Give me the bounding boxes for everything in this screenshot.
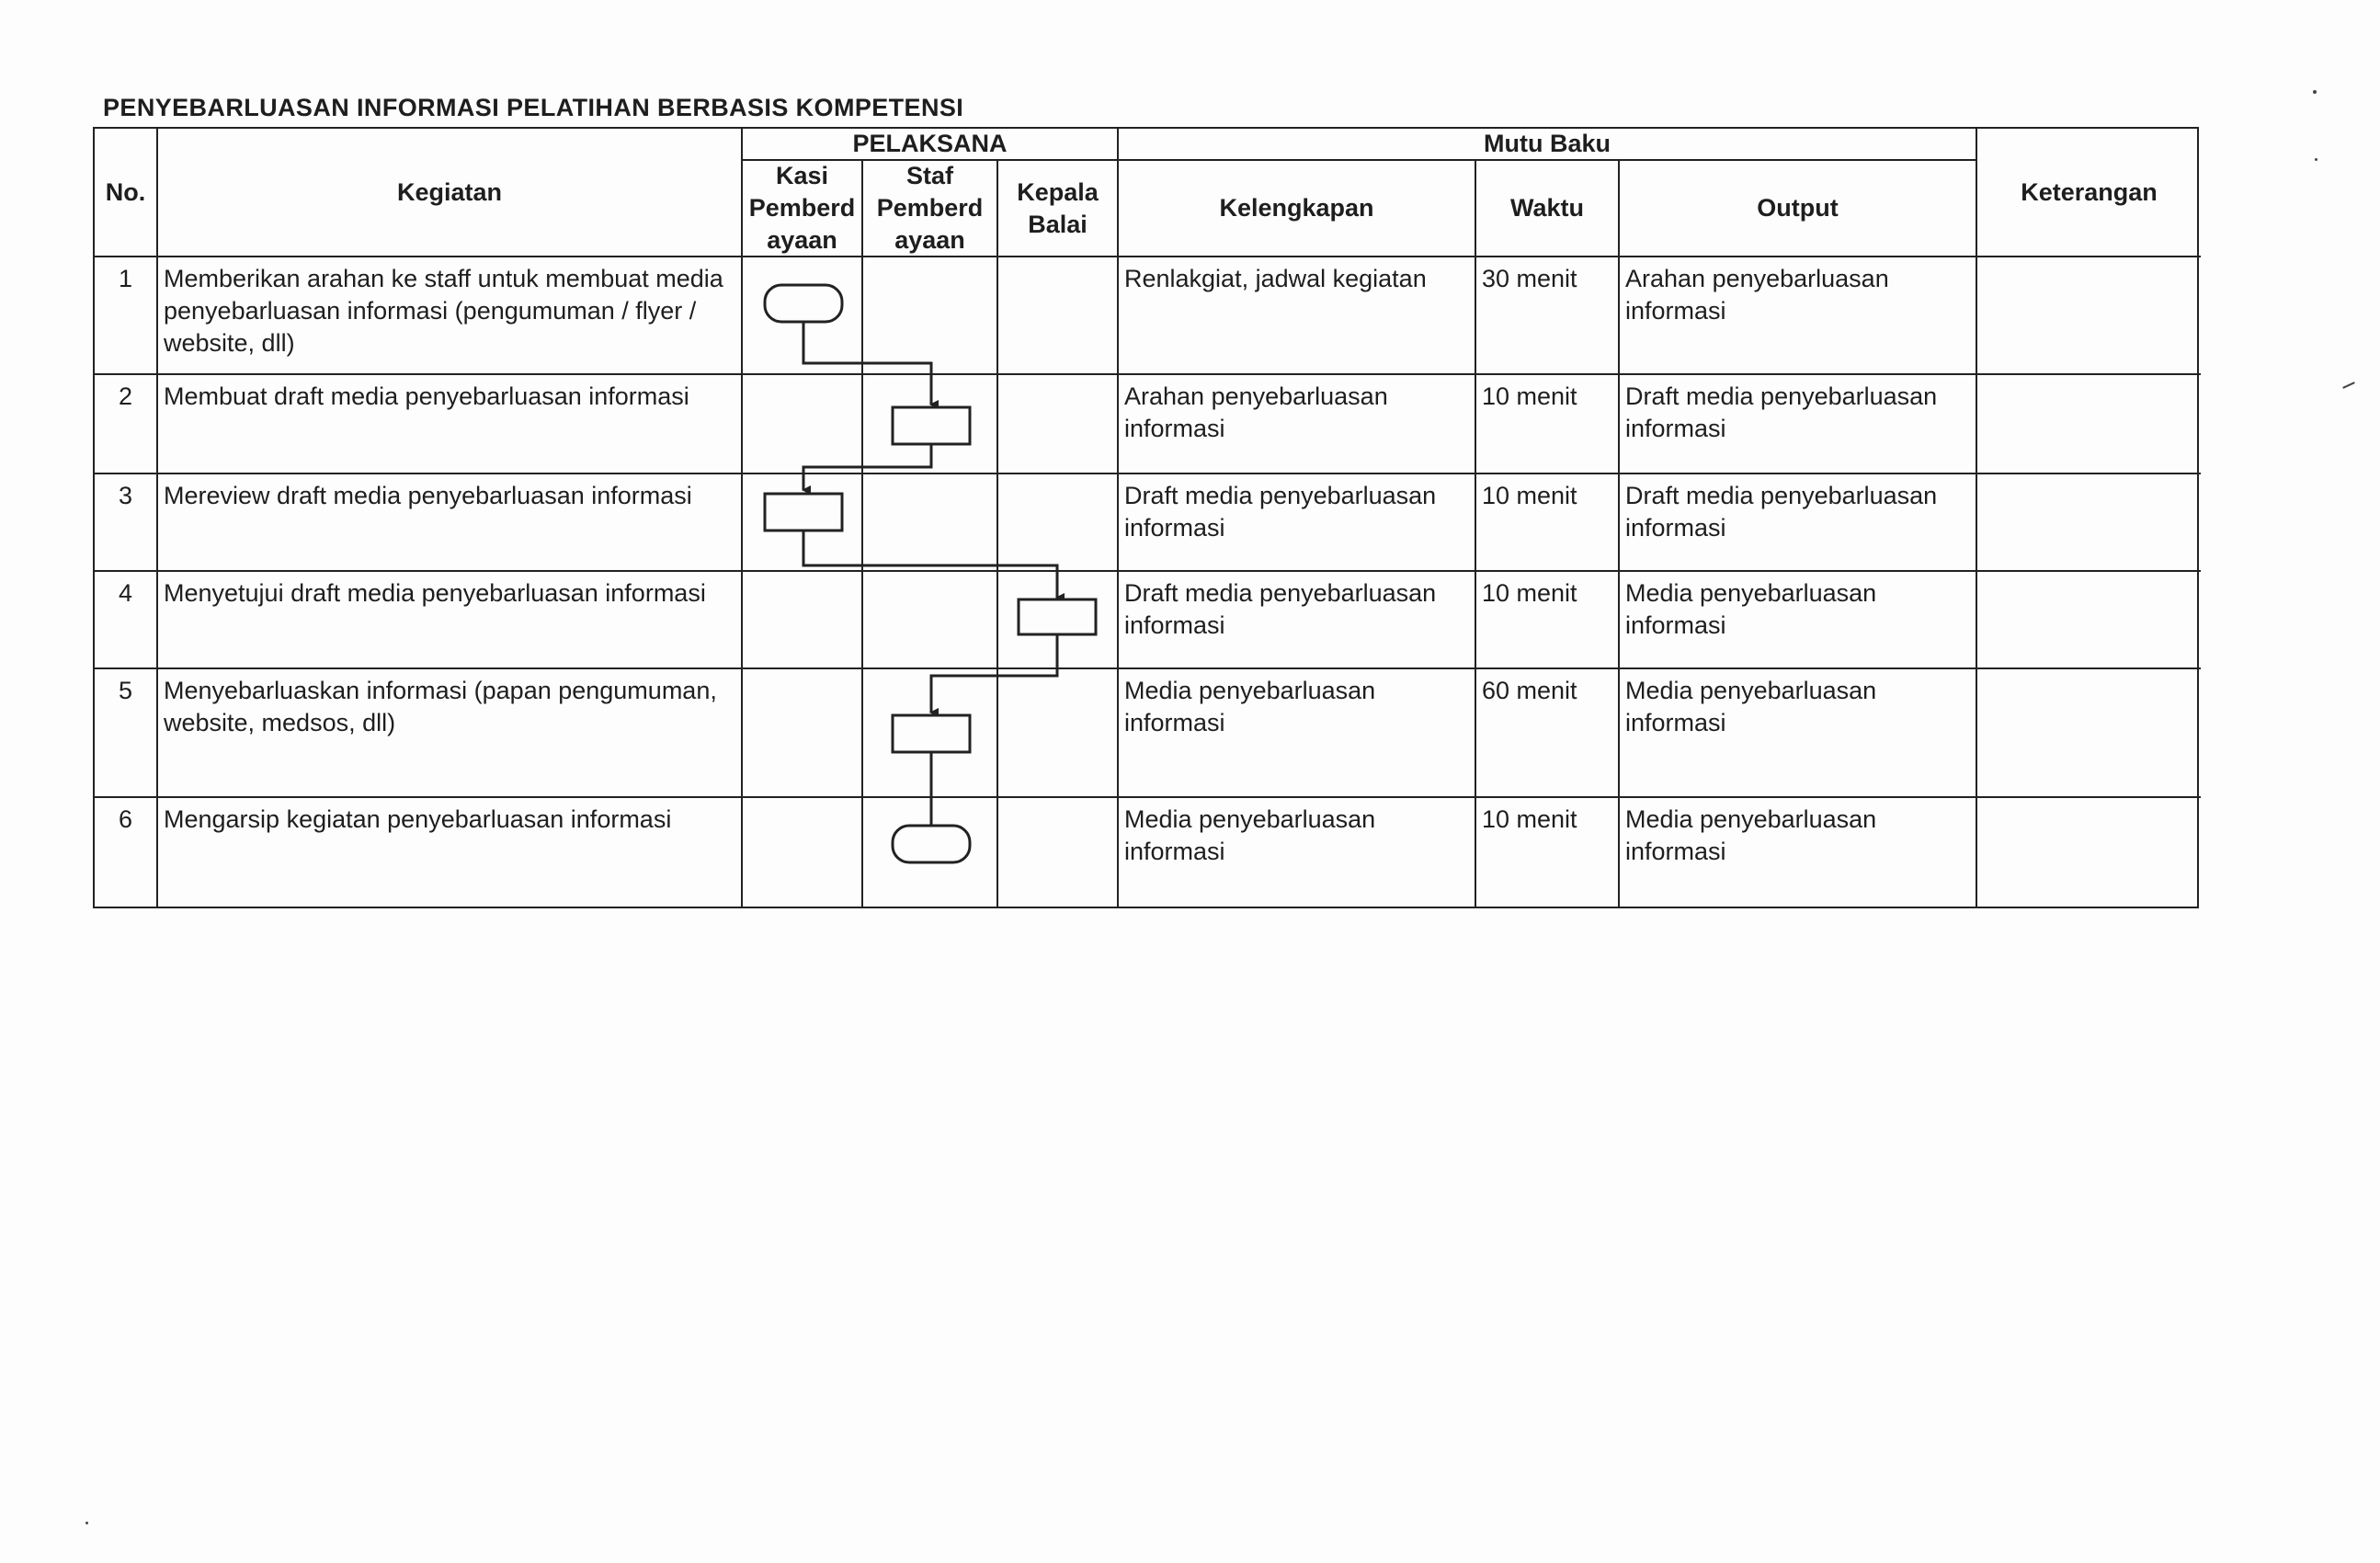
lane-staf-cell (863, 798, 998, 907)
row-output: Media penyebarluasan informasi (1620, 572, 1977, 669)
row-kelengkapan: Media penyebarluasan informasi (1119, 669, 1476, 798)
row-kelengkapan: Renlakgiat, jadwal kegiatan (1119, 257, 1476, 375)
header-kepala: Kepala Balai (998, 161, 1119, 257)
row-keterangan (1977, 572, 2201, 669)
lane-kasi-cell (743, 669, 863, 798)
row-number: 2 (95, 375, 158, 474)
row-output: Draft media penyebarluasan informasi (1620, 474, 1977, 572)
row-kegiatan: Memberikan arahan ke staff untuk membuat media penyebarluasan informasi (pengumuman / flyer / website, dll) (158, 257, 743, 375)
scan-speck (2315, 158, 2317, 161)
row-number: 5 (95, 669, 158, 798)
lane-kepala-cell (998, 669, 1119, 798)
header-no: No. (95, 129, 158, 257)
lane-staf-cell (863, 572, 998, 669)
lane-kasi-cell (743, 474, 863, 572)
lane-staf-cell (863, 669, 998, 798)
lane-kepala-cell (998, 257, 1119, 375)
row-kegiatan: Menyebarluaskan informasi (papan pengumuman, website, medsos, dll) (158, 669, 743, 798)
row-waktu: 10 menit (1476, 375, 1620, 474)
row-number: 1 (95, 257, 158, 375)
row-kelengkapan: Media penyebarluasan informasi (1119, 798, 1476, 907)
row-keterangan (1977, 798, 2201, 907)
header-kelengkapan: Kelengkapan (1119, 161, 1476, 257)
lane-staf-cell (863, 474, 998, 572)
lane-kepala-cell (998, 474, 1119, 572)
row-kelengkapan: Draft media penyebarluasan informasi (1119, 572, 1476, 669)
row-kelengkapan: Arahan penyebarluasan informasi (1119, 375, 1476, 474)
header-pelaksana: PELAKSANA (743, 129, 1119, 161)
row-number: 4 (95, 572, 158, 669)
header-mutu-baku: Mutu Baku (1119, 129, 1977, 161)
row-waktu: 30 menit (1476, 257, 1620, 375)
lane-kepala-cell (998, 798, 1119, 907)
scan-mark (2342, 382, 2355, 389)
header-output: Output (1620, 161, 1977, 257)
lane-kasi-cell (743, 375, 863, 474)
row-output: Media penyebarluasan informasi (1620, 798, 1977, 907)
sop-table (93, 127, 2199, 908)
row-keterangan (1977, 669, 2201, 798)
row-output: Draft media penyebarluasan informasi (1620, 375, 1977, 474)
row-output: Media penyebarluasan informasi (1620, 669, 1977, 798)
row-waktu: 10 menit (1476, 572, 1620, 669)
header-keterangan: Keterangan (1977, 129, 2201, 257)
lane-staf-cell (863, 257, 998, 375)
row-waktu: 10 menit (1476, 474, 1620, 572)
lane-kepala-cell (998, 572, 1119, 669)
lane-kasi-cell (743, 257, 863, 375)
row-number: 6 (95, 798, 158, 907)
header-kasi: Kasi Pemberd ayaan (743, 161, 863, 257)
header-kegiatan: Kegiatan (158, 129, 743, 257)
lane-kasi-cell (743, 798, 863, 907)
lane-kasi-cell (743, 572, 863, 669)
row-kegiatan: Mengarsip kegiatan penyebarluasan informasi (158, 798, 743, 907)
row-kegiatan: Membuat draft media penyebarluasan informasi (158, 375, 743, 474)
header-staf: Staf Pemberd ayaan (863, 161, 998, 257)
row-waktu: 60 menit (1476, 669, 1620, 798)
scan-speck (2313, 90, 2317, 94)
row-waktu: 10 menit (1476, 798, 1620, 907)
header-waktu: Waktu (1476, 161, 1620, 257)
row-kegiatan: Menyetujui draft media penyebarluasan informasi (158, 572, 743, 669)
row-output: Arahan penyebarluasan informasi (1620, 257, 1977, 375)
document-title: PENYEBARLUASAN INFORMASI PELATIHAN BERBASIS KOMPETENSI (103, 94, 964, 121)
row-kegiatan: Mereview draft media penyebarluasan informasi (158, 474, 743, 572)
row-keterangan (1977, 375, 2201, 474)
scan-speck (85, 1522, 88, 1524)
row-number: 3 (95, 474, 158, 572)
row-keterangan (1977, 474, 2201, 572)
lane-staf-cell (863, 375, 998, 474)
row-keterangan (1977, 257, 2201, 375)
row-kelengkapan: Draft media penyebarluasan informasi (1119, 474, 1476, 572)
lane-kepala-cell (998, 375, 1119, 474)
